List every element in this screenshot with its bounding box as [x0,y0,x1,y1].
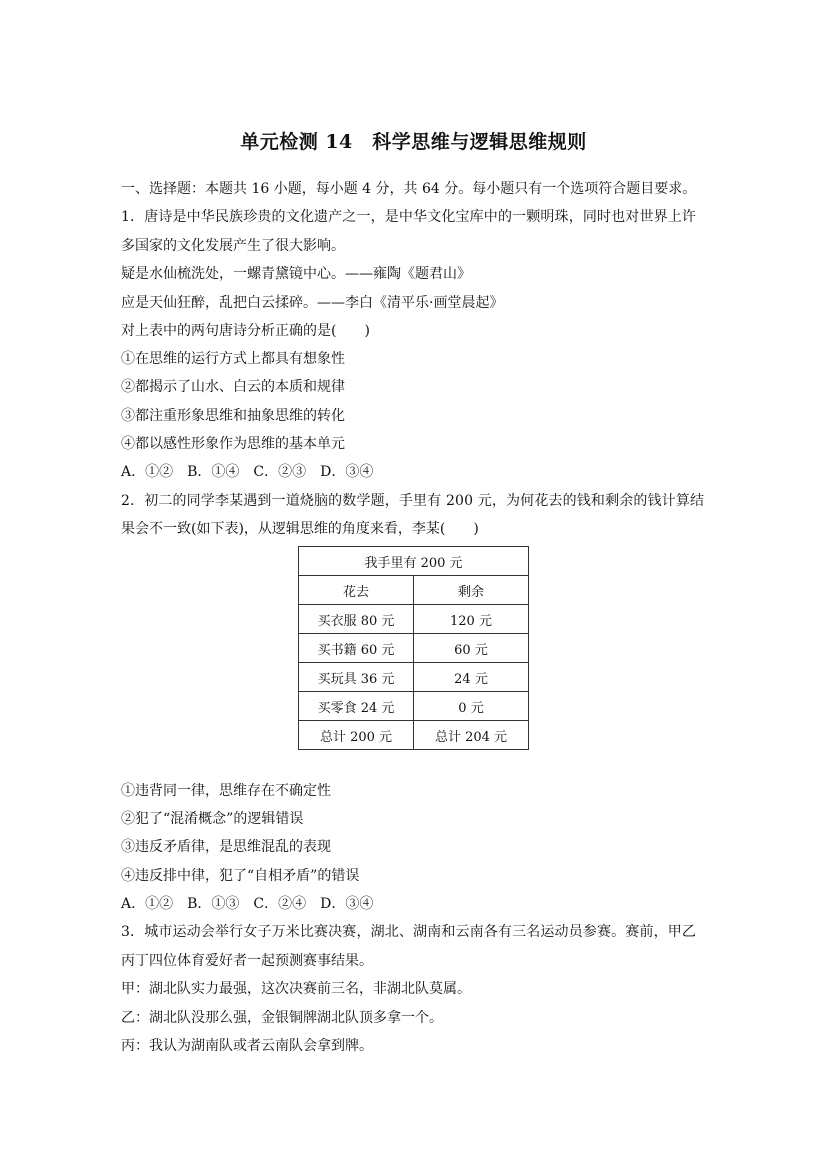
table-cell-spent: 买玩具 36 元 [299,663,414,692]
q3-statement-yi: 乙：湖北队没那么强，金银铜牌湖北队顶多拿一个。 [121,1010,443,1026]
table-row [299,663,529,692]
q2-answer-choices: A．①② B．①③ C．②④ D．③④ [121,896,374,912]
q3-statement-jia: 甲：湖北队实力最强，这次决赛前三名，非湖北队莫属。 [121,981,471,997]
q2-stem-line2: 果会不一致(如下表)，从逻辑思维的角度来看，李某( ) [121,521,479,537]
q1-stem-line2: 多国家的文化发展产生了很大影响。 [121,238,345,254]
q3-statement-bing: 丙：我认为湖南队或者云南队会拿到牌。 [121,1038,373,1054]
table-cell-spent: 买书籍 60 元 [299,634,414,663]
q1-poem-1: 疑是水仙梳洗处，一螺青黛镜中心。——雍陶《题君山》 [121,266,471,282]
q1-question: 对上表中的两句唐诗分析正确的是( ) [121,323,370,339]
q3-stem-line1: 3．城市运动会举行女子万米比赛决赛，湖北、湖南和云南各有三名运动员参赛。赛前，甲乙 [121,924,697,940]
table-caption-row [299,547,529,576]
q2-option-3: ③违反矛盾律，是思维混乱的表现 [121,839,331,855]
table-cell-remaining: 120 元 [414,605,529,634]
q1-poem-2: 应是天仙狂醉，乱把白云揉碎。——李白《清平乐·画堂晨起》 [121,295,504,311]
table-header-row [299,576,529,605]
table-cell-remaining: 24 元 [414,663,529,692]
table-cell-remaining-total: 总计 204 元 [414,721,529,750]
table-row [299,634,529,663]
table-row [299,692,529,721]
q1-option-1: ①在思维的运行方式上都具有想象性 [121,351,345,367]
page-title: 单元检测 14 科学思维与逻辑思维规则 [240,131,587,153]
table-cell-spent-total: 总计 200 元 [299,721,414,750]
q2-stem-line1: 2．初二的同学李某遇到一道烧脑的数学题，手里有 200 元，为何花去的钱和剩余的钱计算结 [121,493,705,509]
table-cell-spent: 买衣服 80 元 [299,605,414,634]
q1-option-2: ②都揭示了山水、白云的本质和规律 [121,379,345,395]
column-header-remaining: 剩余 [414,576,529,605]
table-cell-remaining: 0 元 [414,692,529,721]
q2-option-4: ④违反排中律，犯了“自相矛盾”的错误 [121,868,360,884]
money-table [298,546,529,750]
column-header-spent: 花去 [299,576,414,605]
table-caption: 我手里有 200 元 [299,547,529,576]
q3-stem-line2: 丙丁四位体育爱好者一起预测赛事结果。 [121,953,373,969]
q1-answer-choices: A．①② B．①④ C．②③ D．③④ [121,464,374,480]
q1-stem-line1: 1．唐诗是中华民族珍贵的文化遗产之一，是中华文化宝库中的一颗明珠，同时也对世界上许 [121,209,697,225]
q2-option-2: ②犯了“混淆概念”的逻辑错误 [121,811,304,827]
table-cell-spent: 买零食 24 元 [299,692,414,721]
q1-option-4: ④都以感性形象作为思维的基本单元 [121,436,345,452]
table-row-total [299,721,529,750]
q1-option-3: ③都注重形象思维和抽象思维的转化 [121,408,345,424]
table-row [299,605,529,634]
section-intro: 一、选择题：本题共 16 小题，每小题 4 分，共 64 分。每小题只有一个选项符合题目要求。 [121,181,697,197]
table-cell-remaining: 60 元 [414,634,529,663]
q2-option-1: ①违背同一律，思维存在不确定性 [121,783,331,799]
